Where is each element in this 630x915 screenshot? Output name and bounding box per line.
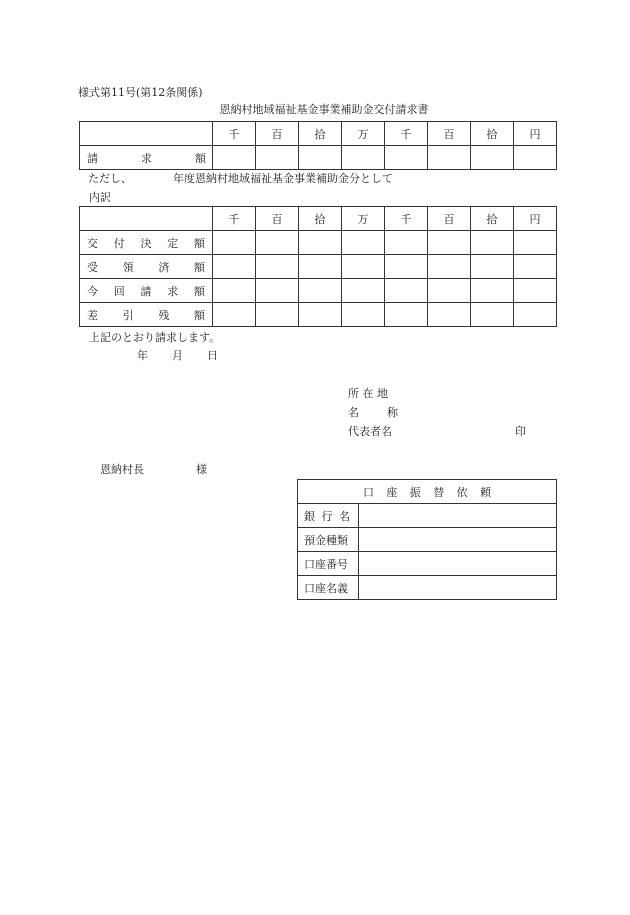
representative-label: 代表者名: [348, 425, 392, 438]
label-char: 定: [167, 236, 179, 250]
breakdown-row-current: [80, 279, 557, 303]
request-amount-row: [80, 146, 557, 170]
address-label: [348, 387, 388, 401]
bank-name-field[interactable]: [359, 504, 557, 528]
form-title: 恩納村地域福祉基金事業補助金交付請求書: [219, 103, 429, 116]
digit-header: 千: [213, 122, 256, 146]
breakdown-label: [80, 231, 213, 255]
bank-name-row: [298, 504, 557, 528]
amount-digit-cell[interactable]: [385, 279, 428, 303]
label-char: 差: [87, 308, 98, 322]
label-char: 額: [194, 236, 205, 250]
blank-header-cell: [80, 122, 213, 146]
amount-digit-cell[interactable]: [514, 279, 557, 303]
amount-digit-cell[interactable]: [299, 231, 342, 255]
amount-digit-cell[interactable]: [299, 146, 342, 170]
amount-digit-cell[interactable]: [471, 303, 514, 327]
amount-digit-cell[interactable]: [471, 231, 514, 255]
bank-name-label: [298, 504, 359, 528]
proviso-prefix: ただし、: [88, 172, 132, 185]
label-char: 名: [339, 509, 350, 523]
digit-header: 千: [385, 122, 428, 146]
amount-digit-cell[interactable]: [342, 231, 385, 255]
amount-digit-cell[interactable]: [514, 231, 557, 255]
amount-digit-cell[interactable]: [385, 303, 428, 327]
bank-transfer-header-row: [298, 480, 557, 504]
label-char: 領: [122, 260, 134, 274]
amount-digit-cell[interactable]: [256, 303, 299, 327]
amount-digit-cell[interactable]: [385, 231, 428, 255]
amount-digit-cell[interactable]: [428, 303, 471, 327]
label-char: 額: [193, 308, 205, 322]
account-number-label: 口座番号: [298, 552, 359, 576]
amount-digit-cell[interactable]: [385, 255, 428, 279]
proviso-suffix: 年度恩納村地域福祉基金事業補助金分として: [173, 172, 393, 185]
name-label: [348, 406, 398, 420]
amount-digit-cell[interactable]: [342, 255, 385, 279]
amount-digit-cell[interactable]: [514, 146, 557, 170]
declaration: 上記のとおり請求します。: [89, 331, 221, 344]
digit-header: 万: [342, 122, 385, 146]
label-char: 称: [387, 406, 398, 419]
date-month-label: 月: [172, 349, 183, 362]
label-char: 請: [87, 151, 98, 165]
amount-digit-cell[interactable]: [213, 255, 256, 279]
breakdown-heading: 内訳: [89, 191, 111, 204]
amount-digit-cell[interactable]: [299, 303, 342, 327]
digit-header: 千: [213, 207, 256, 231]
digit-header: 万: [342, 207, 385, 231]
form-number: 様式第11号(第12条関係): [78, 86, 203, 99]
amount-digit-cell[interactable]: [428, 255, 471, 279]
label-char: 替: [433, 485, 445, 499]
bank-transfer-table: [297, 479, 557, 600]
digit-header: 百: [428, 122, 471, 146]
digit-header: 拾: [299, 122, 342, 146]
label-char: 付: [113, 236, 125, 250]
digit-header-row: [80, 207, 557, 231]
amount-digit-cell[interactable]: [514, 255, 557, 279]
seal-mark: 印: [515, 425, 526, 438]
label-char: 所: [348, 387, 359, 400]
amount-digit-cell[interactable]: [213, 303, 256, 327]
bank-transfer-heading: [298, 480, 557, 504]
blank-header-cell: [80, 207, 213, 231]
amount-digit-cell[interactable]: [428, 146, 471, 170]
digit-header: 百: [256, 207, 299, 231]
account-holder-row: [298, 576, 557, 600]
addressee-honorific: 様: [196, 463, 207, 476]
label-char: 求: [141, 151, 152, 165]
label-char: 交: [87, 236, 98, 250]
amount-digit-cell[interactable]: [299, 255, 342, 279]
label-char: 行: [321, 509, 333, 523]
label-char: 求: [167, 284, 179, 298]
breakdown-row-decided: [80, 231, 557, 255]
account-type-label: 預金種類: [298, 528, 359, 552]
breakdown-label: [80, 279, 213, 303]
amount-digit-cell[interactable]: [213, 146, 256, 170]
amount-digit-cell[interactable]: [342, 303, 385, 327]
label-char: 振: [409, 485, 421, 499]
account-type-row: [298, 528, 557, 552]
label-char: 銀: [304, 509, 315, 523]
label-char: 額: [194, 284, 205, 298]
label-char: 残: [158, 308, 170, 322]
label-char: 名: [348, 406, 359, 419]
addressee-name: 恩納村長: [100, 463, 144, 476]
label-char: 引: [122, 308, 134, 322]
digit-header: 拾: [471, 122, 514, 146]
amount-digit-cell[interactable]: [299, 279, 342, 303]
amount-digit-cell[interactable]: [342, 146, 385, 170]
digit-header: 百: [428, 207, 471, 231]
label-char: 受: [87, 260, 98, 274]
breakdown-row-received: [80, 255, 557, 279]
label-char: 回: [113, 284, 125, 298]
label-char: 座: [386, 485, 398, 499]
amount-digit-cell[interactable]: [256, 279, 299, 303]
amount-digit-cell[interactable]: [213, 279, 256, 303]
amount-digit-cell[interactable]: [342, 279, 385, 303]
digit-header: 拾: [299, 207, 342, 231]
amount-digit-cell[interactable]: [471, 255, 514, 279]
label-char: 額: [193, 260, 205, 274]
digit-header: 円: [514, 122, 557, 146]
amount-digit-cell[interactable]: [428, 231, 471, 255]
request-amount-table: [79, 121, 557, 170]
digit-header: 拾: [471, 207, 514, 231]
amount-digit-cell[interactable]: [256, 146, 299, 170]
digit-header: 円: [514, 207, 557, 231]
date-year-label: 年: [137, 349, 148, 362]
amount-digit-cell[interactable]: [428, 279, 471, 303]
digit-header: 千: [385, 207, 428, 231]
label-char: 決: [140, 236, 152, 250]
breakdown-label: [80, 303, 213, 327]
amount-digit-cell[interactable]: [256, 231, 299, 255]
label-char: 在: [362, 387, 374, 400]
account-holder-label: 口座名義: [298, 576, 359, 600]
account-type-field[interactable]: [359, 528, 557, 552]
amount-digit-cell[interactable]: [471, 146, 514, 170]
label-char: 今: [87, 284, 98, 298]
account-holder-field[interactable]: [359, 576, 557, 600]
request-amount-label: [80, 146, 213, 170]
amount-digit-cell[interactable]: [213, 231, 256, 255]
account-number-row: [298, 552, 557, 576]
breakdown-label: [80, 255, 213, 279]
digit-header: 百: [256, 122, 299, 146]
label-char: 頼: [479, 485, 491, 499]
label-char: 請: [140, 284, 152, 298]
date-day-label: 日: [207, 349, 218, 362]
label-char: 済: [158, 260, 170, 274]
amount-digit-cell[interactable]: [514, 303, 557, 327]
amount-digit-cell[interactable]: [385, 146, 428, 170]
label-char: 額: [195, 151, 206, 165]
label-char: 地: [377, 387, 388, 400]
label-char: 口: [363, 485, 374, 499]
label-char: 依: [456, 485, 468, 499]
digit-header-row: [80, 122, 557, 146]
breakdown-row-balance: [80, 303, 557, 327]
breakdown-table: [79, 206, 557, 327]
amount-digit-cell[interactable]: [256, 255, 299, 279]
account-number-field[interactable]: [359, 552, 557, 576]
amount-digit-cell[interactable]: [471, 279, 514, 303]
